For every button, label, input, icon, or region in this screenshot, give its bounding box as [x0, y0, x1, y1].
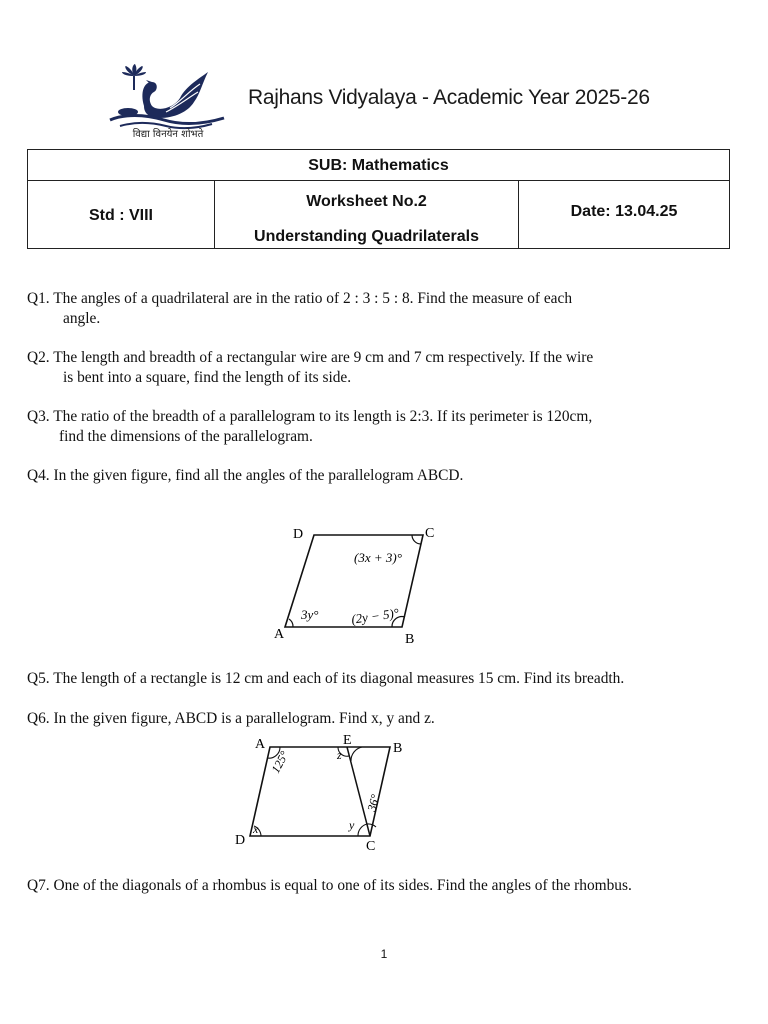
school-title: Rajhans Vidyalaya - Academic Year 2025-26	[248, 86, 650, 109]
figure-parallelogram-abcd-e	[230, 730, 420, 855]
question-text: find the dimensions of the parallelogram.	[59, 428, 313, 445]
question-text: Q4. In the given figure, find all the angles of the parallelogram ABCD.	[27, 467, 464, 484]
angle-z-label: z	[337, 748, 342, 762]
question-7	[27, 876, 632, 896]
subject-row	[28, 150, 729, 181]
vertex-label: C	[366, 839, 376, 854]
subject-label: SUB: Mathematics	[308, 157, 449, 174]
question-text: Q1. The angles of a quadrilateral are in the ratio of 2 : 3 : 5 : 8. Find the measure of each	[27, 290, 573, 307]
worksheet-header-table	[27, 149, 730, 249]
vertex-label: A	[274, 627, 285, 642]
angle-y-label: y	[349, 818, 355, 832]
vertex-label: A	[255, 737, 266, 752]
question-text: is bent into a square, find the length of its side.	[63, 369, 352, 386]
question-text: Q3. The ratio of the breadth of a parallelogram to its length is 2:3. If its perimeter is 120cm,	[27, 408, 593, 425]
angle-c-label: (3x + 3)°	[354, 550, 402, 565]
question-6	[27, 709, 435, 729]
question-5	[27, 669, 624, 689]
school-logo	[104, 62, 230, 144]
school-motto: विद्या विनयेन शोभते	[132, 129, 204, 140]
vertex-label: B	[405, 632, 415, 647]
figure-parallelogram-abcd	[268, 500, 500, 648]
standard-label: Std : VIII	[89, 207, 153, 224]
vertex-label: E	[343, 733, 352, 748]
worksheet-number: Worksheet No.2	[306, 193, 427, 210]
lotus-icon	[122, 64, 146, 90]
question-text: Q7. One of the diagonals of a rhombus is equal to one of its sides. Find the angles of the rhombus.	[27, 877, 632, 894]
angle-36-label: 36°	[364, 792, 383, 813]
question-2	[27, 348, 593, 388]
vertex-label: D	[293, 527, 304, 542]
page-number: 1	[380, 947, 388, 961]
angle-b-label: (2y − 5)°	[350, 605, 400, 627]
worksheet-topic: Understanding Quadrilaterals	[254, 228, 479, 245]
angle-125-label: 125°	[268, 748, 292, 776]
question-text: Q6. In the given figure, ABCD is a parallelogram. Find x, y and z.	[27, 710, 435, 727]
question-text: Q2. The length and breadth of a rectangular wire are 9 cm and 7 cm respectively. If the wire	[27, 349, 594, 366]
angle-a-label: 3y°	[301, 607, 319, 622]
question-text: Q5. The length of a rectangle is 12 cm and each of its diagonal measures 15 cm. Find its breadth.	[27, 670, 625, 687]
vertex-label: B	[393, 741, 403, 756]
vertex-label: C	[425, 526, 435, 541]
worksheet-date: Date: 13.04.25	[570, 203, 678, 220]
vertex-label: D	[235, 833, 246, 848]
angle-x-label: x	[253, 822, 259, 836]
question-1	[27, 289, 572, 329]
question-4	[27, 466, 463, 486]
question-3	[27, 407, 592, 447]
question-text: angle.	[63, 310, 101, 327]
